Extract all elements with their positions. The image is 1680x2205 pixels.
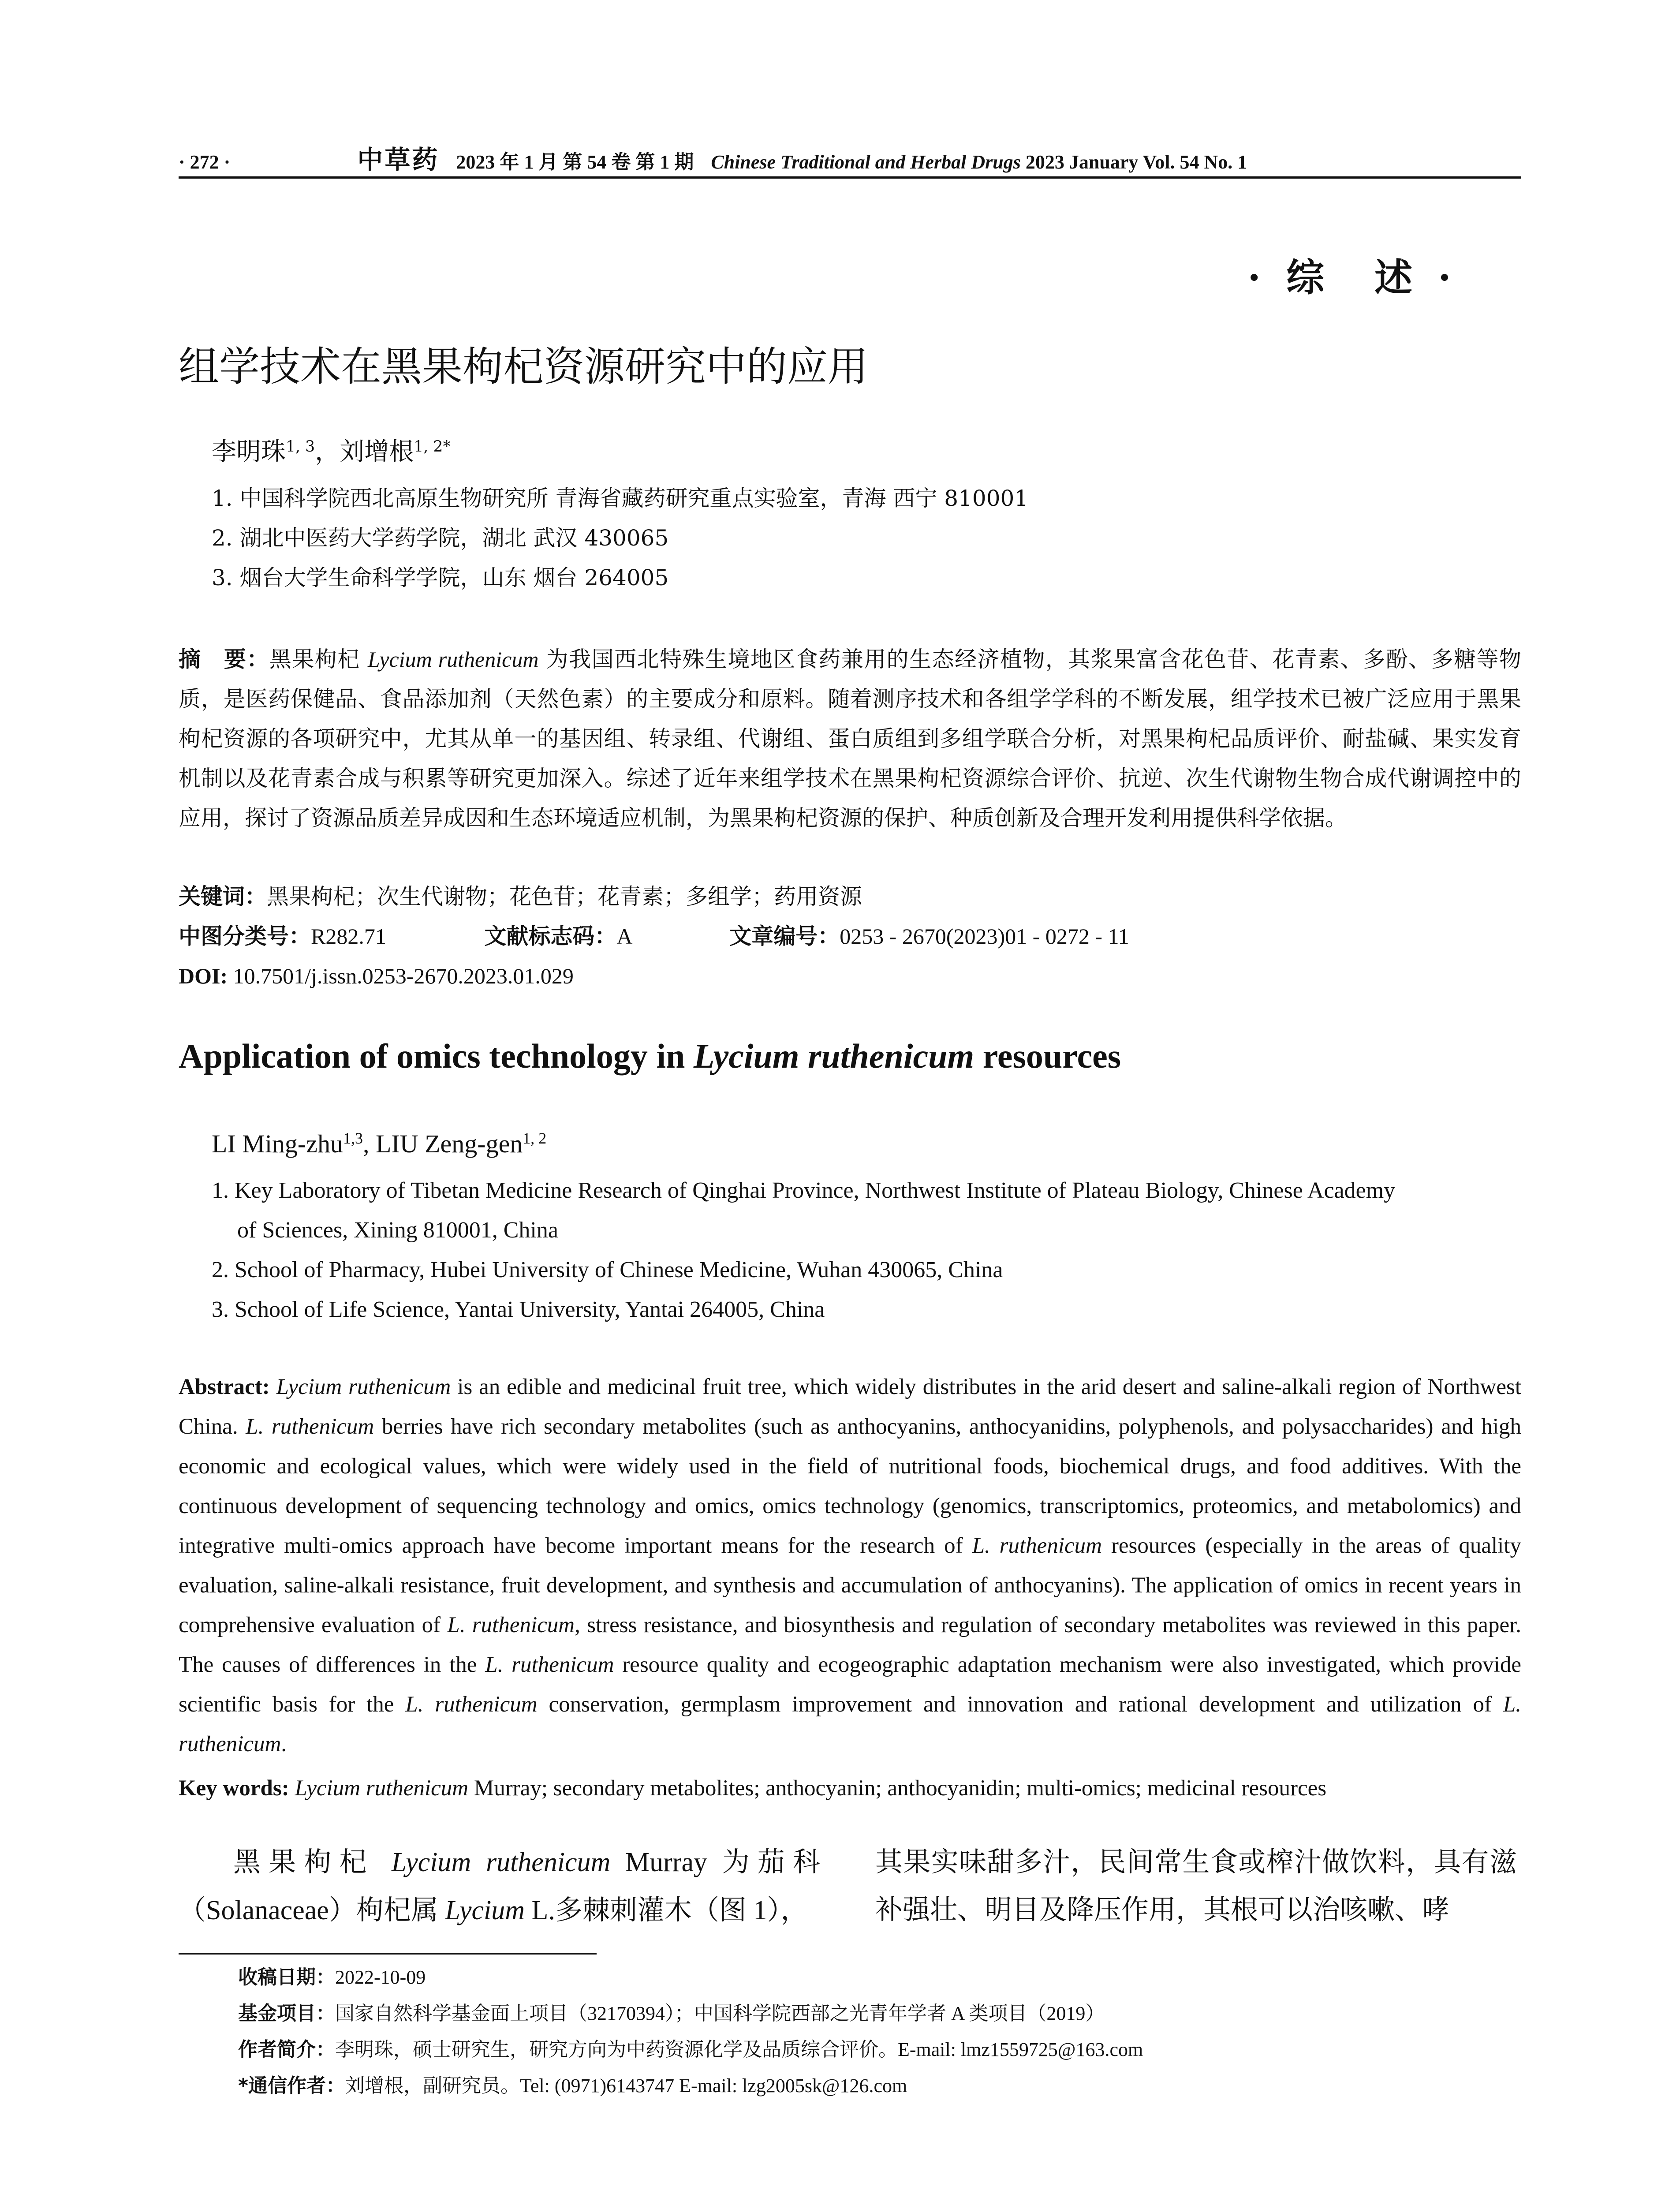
footnote-label: 作者简介： <box>238 2038 335 2061</box>
cn-abstract-label: 摘 要： <box>179 647 269 672</box>
en-affiliation-cont: of Sciences, Xining 810001, China <box>237 1218 558 1243</box>
en-keywords-label: Key words: <box>179 1776 289 1801</box>
footnote-text: 2022-10-09 <box>335 1966 426 1988</box>
body-column-right <box>875 1838 1517 1933</box>
cn-abstract-latin: Lycium ruthenicum <box>368 647 539 672</box>
en-affiliation: 2. School of Pharmacy, Hubei University of Chinese Medicine, Wuhan 430065, China <box>212 1257 1003 1282</box>
article-no-value: 0253 - 2670(2023)01 - 0272 - 11 <box>840 924 1129 949</box>
en-abstract-text: resource quality and ecogeographic adaptation mechanism were also investigated, which provide scientific basis for the <box>179 1652 1521 1717</box>
en-author-sep: , <box>362 1129 376 1158</box>
cn-author-2-affil: 1, 2* <box>414 437 451 456</box>
issue-cn: 2023 年 1 月 第 54 卷 第 1 期 <box>456 151 694 173</box>
cn-author-2: 刘增根 <box>340 437 414 466</box>
species-name: L. ruthenicum <box>972 1533 1102 1558</box>
footnote-label: *通信作者： <box>238 2074 346 2097</box>
cn-keywords-text: 黑果枸杞；次生代谢物；花色苷；花青素；多组学；药用资源 <box>267 884 862 909</box>
en-abstract-text: , stress resistance, and biosynthesis and regulation of secondary metabolites was reviewed in this paper. The causes of differences in the <box>179 1613 1521 1677</box>
doc-code-label: 文献标志码： <box>484 923 617 949</box>
footnote-text: 国家自然科学基金面上项目（32170394）；中国科学院西部之光青年学者 A 类项目（2019） <box>335 2003 1105 2024</box>
doi-value: 10.7501/j.issn.0253-2670.2023.01.029 <box>233 964 574 988</box>
en-abstract-text: is an edible and medicinal fruit tree, which widely distributes in the arid desert and saline-alkali region of Northwest China. <box>179 1375 1522 1439</box>
en-abstract-text: . <box>281 1732 287 1757</box>
footnote-label: 收稿日期： <box>238 1966 335 1988</box>
footnote-received <box>238 1959 426 1996</box>
section-label: · 综 述 · <box>1247 255 1457 300</box>
body-latin: Lycium ruthenicum <box>391 1847 611 1877</box>
en-title-part-2: resources <box>974 1037 1121 1075</box>
en-keywords-latin: Lycium ruthenicum <box>295 1776 469 1801</box>
en-keywords-text: Murray; secondary metabolites; anthocyanin; anthocyanidin; multi-omics; medicinal resources <box>468 1776 1327 1801</box>
issue-en: 2023 January Vol. 54 No. 1 <box>1025 151 1247 173</box>
journal-logo-cn: 中草药 <box>357 146 440 174</box>
footnote-fund <box>238 1996 1105 2032</box>
en-affiliation: 1. Key Laboratory of Tibetan Medicine Research of Qinghai Province, Northwest Institute of Plateau Biology, Chinese Academy <box>212 1178 1396 1203</box>
cn-abstract-text: 黑果枸杞 <box>269 647 368 672</box>
cn-keywords <box>179 877 862 916</box>
body-text: L.多棘刺灌木（图 1）， <box>525 1895 808 1925</box>
body-text: Murray 为茄科（Solanaceae）枸杞属 <box>179 1847 820 1925</box>
species-name: L. ruthenicum <box>246 1414 374 1439</box>
cn-affiliations <box>212 478 1028 598</box>
cn-author-sep: ， <box>315 437 340 466</box>
en-title <box>179 1036 1121 1076</box>
footnote-text: 李明珠，硕士研究生，研究方向为中药资源化学及品质综合评价。E-mail: lmz1559725@163.com <box>335 2039 1143 2060</box>
journal-name-en: Chinese Traditional and Herbal Drugs <box>711 151 1021 173</box>
en-abstract <box>179 1367 1521 1764</box>
cn-affiliation: 1. 中国科学院西北高原生物研究所 青海省藏药研究重点实验室，青海 西宁 810001 <box>212 486 1029 511</box>
species-name: Lycium ruthenicum <box>276 1375 451 1399</box>
en-affiliation: 3. School of Life Science, Yantai University, Yantai 264005, China <box>212 1297 825 1322</box>
cn-title: 组学技术在黑果枸杞资源研究中的应用 <box>179 343 869 390</box>
body-text: 黑果枸杞 <box>233 1846 392 1878</box>
species-name: L. ruthenicum <box>447 1613 575 1637</box>
en-abstract-text: resources (especially in the areas of quality evaluation, saline-alkali resistance, fruit development, and synthesis and accumulation of anthocyanins). The application of omics in recent years in comprehensive evaluation of <box>179 1533 1522 1637</box>
cn-abstract <box>179 639 1521 838</box>
en-author-1: LI Ming-zhu <box>212 1129 343 1158</box>
page-number: · 272 · <box>179 151 231 173</box>
footnote-corresponding <box>238 2068 907 2104</box>
body-column-left <box>179 1838 820 1934</box>
cn-affiliation: 2. 湖北中医药大学药学院，湖北 武汉 430065 <box>212 525 669 551</box>
en-authors <box>212 1129 546 1159</box>
en-abstract-text: conservation, germplasm improvement and innovation and rational development and utilization of <box>537 1692 1503 1717</box>
en-title-latin: Lycium ruthenicum <box>693 1037 974 1075</box>
species-name: L. ruthenicum <box>485 1652 614 1677</box>
en-abstract-label: Abstract: <box>179 1375 270 1399</box>
en-author-2-affil: 1, 2 <box>523 1129 547 1147</box>
cn-affiliation: 3. 烟台大学生命科学学院，山东 烟台 264005 <box>212 565 669 590</box>
species-name: L. ruthenicum <box>405 1692 538 1717</box>
cn-author-1: 李明珠 <box>212 437 286 466</box>
footnote-rule <box>179 1953 597 1955</box>
doc-code-value: A <box>616 924 631 949</box>
cn-abstract-text-2: 为我国西北特殊生境地区食药兼用的生态经济植物，其浆果富含花色苷、花青素、多酚、多糖等物质，是医药保健品、食品添加剂（天然色素）的主要成分和原料。随着测序技术和各组学学科的不断发展，组学技术已被广泛应用于黑果枸杞资源的各项研究中，尤其从单一的基因组、转录组、代谢组、蛋白质组到多组学联合分析，对黑果枸杞品质评价、耐盐碱、果实发育机制以及花青素合成与积累等研究更加深入。综述了近年来组学技术在黑果枸杞资源综合评价、抗逆、次生代谢物生物合成代谢调控中的应用，探讨了资源品质差异成因和生态环境适应机制，为黑果枸杞资源的保护、种质创新及合理开发利用提供科学依据。 <box>179 647 1522 831</box>
en-author-2: LIU Zeng-gen <box>375 1129 523 1158</box>
article-no-label: 文章编号： <box>729 923 840 949</box>
clc-label: 中图分类号： <box>179 923 311 949</box>
doi-line <box>179 956 574 996</box>
body-text: 其果实味甜多汁，民间常生食或榨汁做饮料，具有滋补强壮、明目及降压作用，其根可以治咳嗽、哮 <box>875 1846 1517 1925</box>
en-author-1-affil: 1,3 <box>343 1129 363 1147</box>
footnote-label: 基金项目： <box>238 2002 335 2025</box>
en-affiliations <box>212 1171 1395 1330</box>
doi-label: DOI: <box>179 964 228 988</box>
en-title-part-1: Application of omics technology in <box>179 1037 694 1075</box>
cn-classification <box>179 916 1129 956</box>
cn-author-1-affil: 1, 3 <box>286 437 315 456</box>
body-latin: Lycium <box>445 1895 525 1925</box>
species-name: L. ruthenicum <box>179 1692 1521 1757</box>
header-rule <box>179 176 1521 179</box>
cn-authors <box>212 432 451 467</box>
cn-keywords-label: 关键词： <box>179 884 267 909</box>
footnote-text: 刘增根，副研究员。Tel: (0971)6143747 E-mail: lzg2005sk@126.com <box>345 2075 907 2097</box>
clc-value: R282.71 <box>311 924 386 949</box>
en-keywords <box>179 1768 1326 1808</box>
en-abstract-text: berries have rich secondary metabolites (such as anthocyanins, anthocyanidins, polyphenols, and polysaccharides) and high economic and ecological values, which were widely used in the field of nutritional foods, biochemical drugs, and food additives. With the continuous development of sequencing technology and omics, omics technology (genomics, transcriptomics, proteomics, and metabolomics) and integrative multi-omics approach have become important means for the research of <box>179 1414 1521 1558</box>
running-header <box>179 145 1521 180</box>
footnote-author <box>238 2032 1143 2068</box>
